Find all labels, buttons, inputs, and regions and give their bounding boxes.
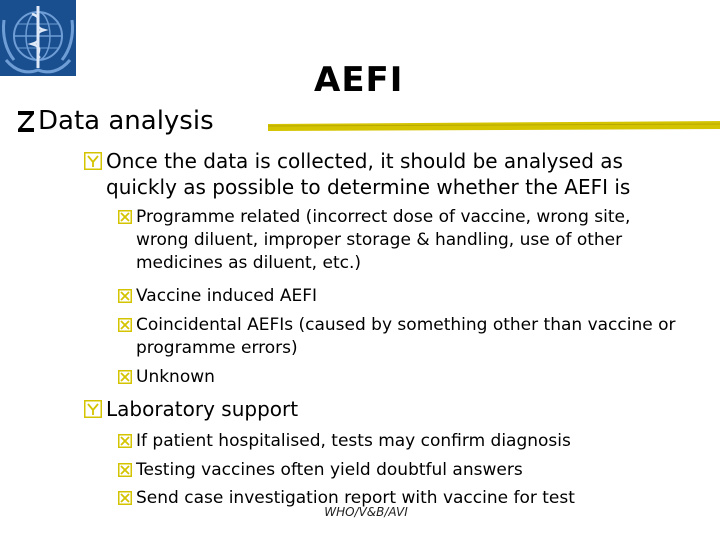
who-logo [0, 0, 76, 76]
x-bullet-icon [118, 463, 132, 477]
subpoint-2-1-text: If patient hospitalised, tests may confirm diagnosis [136, 431, 571, 451]
section-heading: Data analysis [38, 106, 214, 136]
subpoint-1-3-text: Coincidental AEFIs (caused by something other than vaccine or programme errors) [136, 315, 676, 358]
point-2-text: Laboratory support [106, 397, 299, 421]
footer-label: WHO/V&B/AVI [324, 505, 408, 519]
x-bullet-icon [118, 434, 132, 448]
slide-title: AEFI [314, 60, 404, 100]
subpoint-2-3-text: Send case investigation report with vaccine for test [136, 488, 575, 508]
y-bullet-icon [84, 400, 102, 418]
subpoint-1-1-text: Programme related (incorrect dose of vaccine, wrong site, wrong diluent, improper storage & handling, use of other medicines as diluent, etc.) [136, 207, 631, 273]
x-bullet-icon [118, 318, 132, 332]
x-bullet-icon [118, 491, 132, 505]
x-bullet-icon [118, 210, 132, 224]
point-1-text: Once the data is collected, it should be analysed as quickly as possible to determine whether the AEFI is [106, 149, 631, 199]
y-bullet-icon [84, 152, 102, 170]
section-heading-row [16, 104, 716, 144]
subpoint-1-2-text: Vaccine induced AEFI [136, 286, 318, 306]
z-bullet-icon [16, 106, 36, 134]
who-emblem-icon [0, 0, 76, 76]
x-bullet-icon [118, 370, 132, 384]
heading-underline [268, 120, 720, 132]
subpoint-1-4-text: Unknown [136, 367, 215, 387]
subpoint-2-2-text: Testing vaccines often yield doubtful answers [136, 460, 523, 480]
x-bullet-icon [118, 289, 132, 303]
